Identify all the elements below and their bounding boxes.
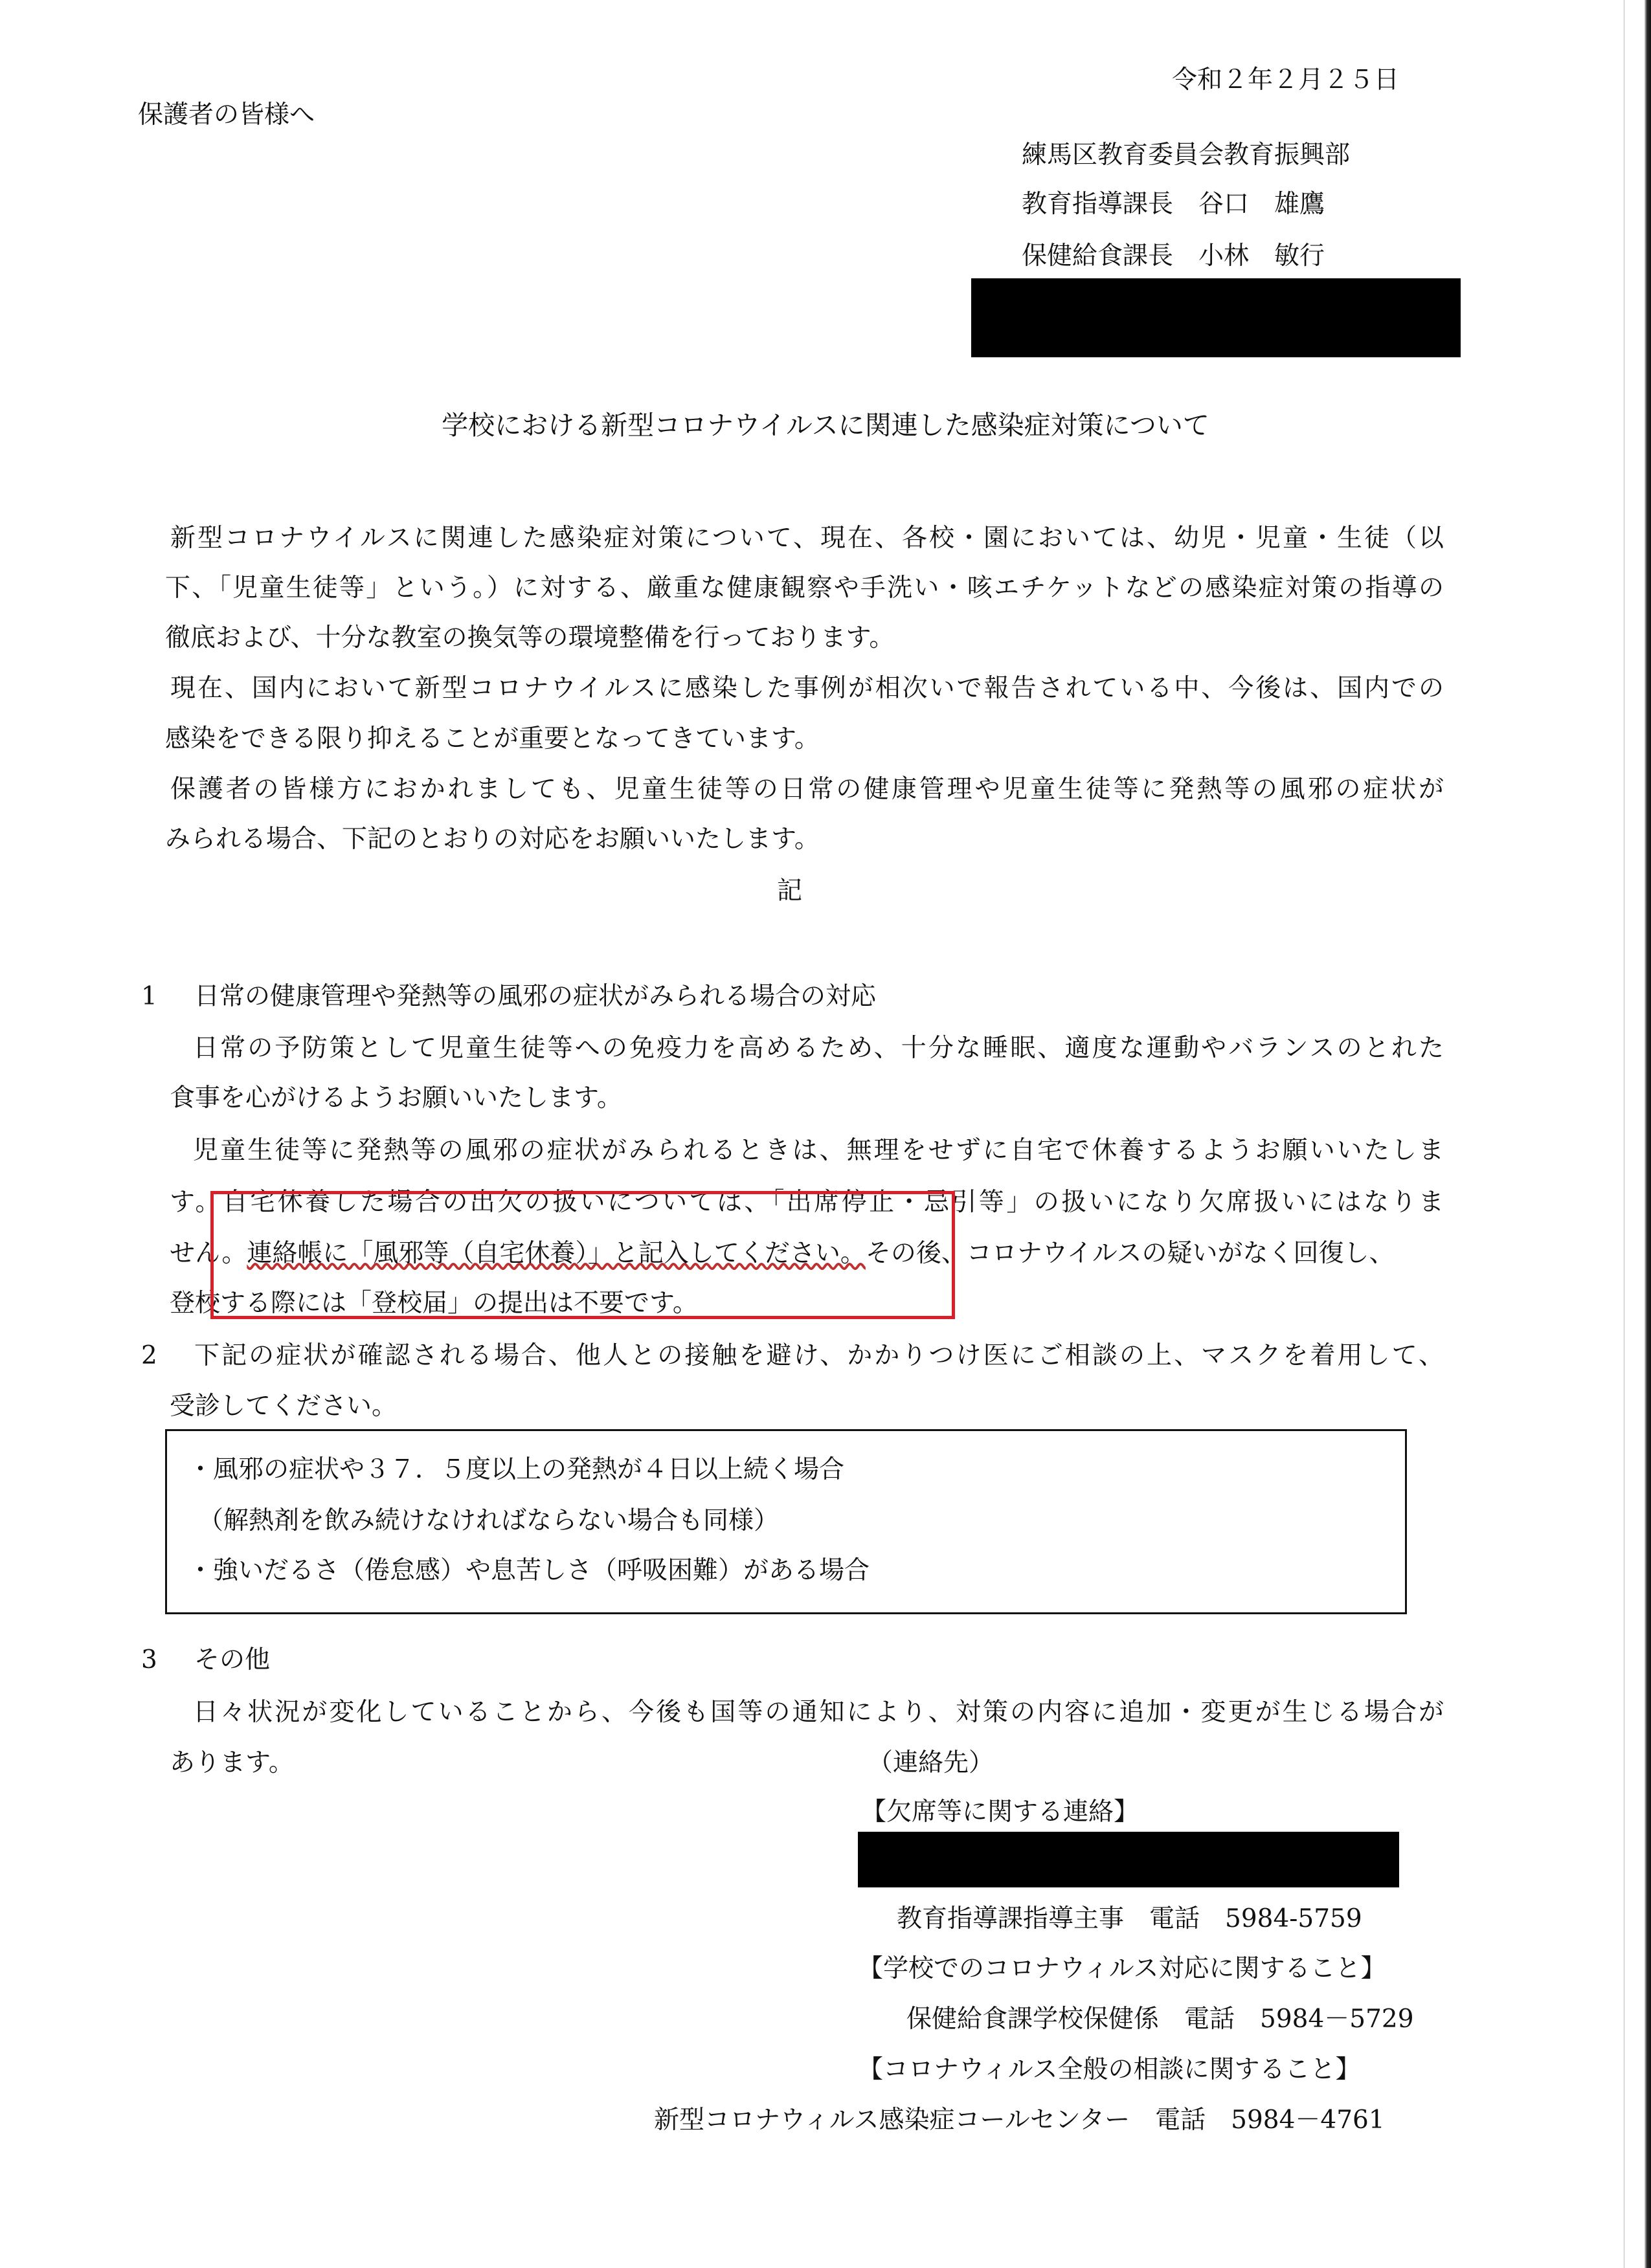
sender-person-1: 教育指導課長 谷口 雄鷹 (1022, 190, 1325, 219)
document-date: 令和２年２月２５日 (1172, 65, 1400, 94)
addressee: 保護者の皆様へ (138, 100, 315, 129)
contact-label: （連絡先） (868, 1748, 994, 1777)
contact-general-line: 新型コロナウィルス感染症コールセンター 電話 5984－4761 (654, 2106, 1385, 2135)
intro-line: 現在、国内において新型コロナウイルスに感染した事例が相次いで報告されている中、今後は、国内での (170, 674, 1444, 703)
redaction-block (971, 278, 1461, 357)
section-1-line: 登校する際には「登校届」の提出は不要です。 (170, 1289, 698, 1318)
contact-school-line: 保健給食課学校保健係 電話 5984－5729 (906, 2005, 1414, 2034)
sender-person-2: 保健給食課長 小林 敏行 (1022, 241, 1325, 271)
contact-absence-line: 教育指導課指導主事 電話 5984-5759 (897, 1904, 1362, 1933)
symptom-item: ・強いだるさ（倦怠感）や息苦しさ（呼吸困難）がある場合 (188, 1556, 870, 1585)
ki-heading: 記 (777, 876, 803, 906)
intro-line: 保護者の皆様方におかれましても、児童生徒等の日常の健康管理や児童生徒等に発熱等の風邪の症状が (170, 775, 1444, 804)
scan-border (1645, 0, 1651, 2268)
section-3-line: 日々状況が変化していることから、今後も国等の通知により、対策の内容に追加・変更が生じる場合が (193, 1698, 1444, 1727)
section-2-heading-cont: 受診してください。 (170, 1392, 398, 1421)
section-3-line: あります。 (170, 1748, 294, 1777)
section-2-number: 2 (141, 1341, 157, 1370)
intro-line: 新型コロナウイルスに関連した感染症対策について、現在、各校・園においては、幼児・児童・生徒（以 (170, 524, 1444, 553)
section-1-line: 児童生徒等に発熱等の風邪の症状がみられるときは、無理をせずに自宅で休養するようお願いいたしま (193, 1136, 1444, 1165)
redaction-block (858, 1832, 1399, 1887)
document-title: 学校における新型コロナウイルスに関連した感染症対策について (442, 410, 1209, 441)
symptom-item: ・風邪の症状や３７．５度以上の発熱が４日以上続く場合 (188, 1455, 845, 1484)
section-1-number: 1 (141, 982, 157, 1011)
section-3-number: 3 (141, 1645, 157, 1674)
section-1-line: 食事を心がけるようお願いいたします。 (170, 1084, 622, 1113)
highlighted-instruction: 連絡帳に「風邪等（自宅休養）」と記入してください。 (247, 1239, 866, 1268)
contact-general-heading: 【コロナウィルス全般の相談に関すること】 (858, 2055, 1361, 2084)
contact-absence-heading: 【欠席等に関する連絡】 (861, 1797, 1140, 1827)
intro-line: みられる場合、下記のとおりの対応をお願いいたします。 (165, 825, 820, 854)
section-1-line: 日常の予防策として児童生徒等への免疫力を高めるため、十分な睡眠、適度な運動やバランスのとれた (193, 1034, 1444, 1063)
section-1-heading: 日常の健康管理や発熱等の風邪の症状がみられる場合の対応 (194, 982, 877, 1011)
section-1-line: せん。連絡帳に「風邪等（自宅休養）」と記入してください。その後、コロナウイルスの疑いがなく回復し、 (170, 1239, 1395, 1268)
section-2-heading: 下記の症状が確認される場合、他人との接触を避け、かかりつけ医にご相談の上、マスクを着用して、 (194, 1341, 1444, 1370)
red-highlight-box (210, 1191, 955, 1319)
contact-school-heading: 【学校でのコロナウィルス対応に関すること】 (858, 1954, 1386, 1983)
sender-department: 練馬区教育委員会教育振興部 (1022, 140, 1351, 170)
symptom-note: （解熱剤を飲み続けなければならない場合も同様） (198, 1506, 780, 1535)
intro-line: 下、「児童生徒等」という。）に対する、厳重な健康観察や手洗い・咳エチケットなどの感染症対策の指導の (165, 573, 1444, 603)
section-3-heading: その他 (194, 1645, 271, 1674)
intro-line: 感染をできる限り抑えることが重要となってきています。 (165, 724, 820, 753)
intro-line: 徹底および、十分な教室の換気等の環境整備を行っております。 (165, 623, 895, 652)
section-1-line: す。自宅休養した場合の出欠の扱いについては、「出席停止・忌引等」の扱いになり欠席扱いにはなりま (170, 1188, 1444, 1217)
